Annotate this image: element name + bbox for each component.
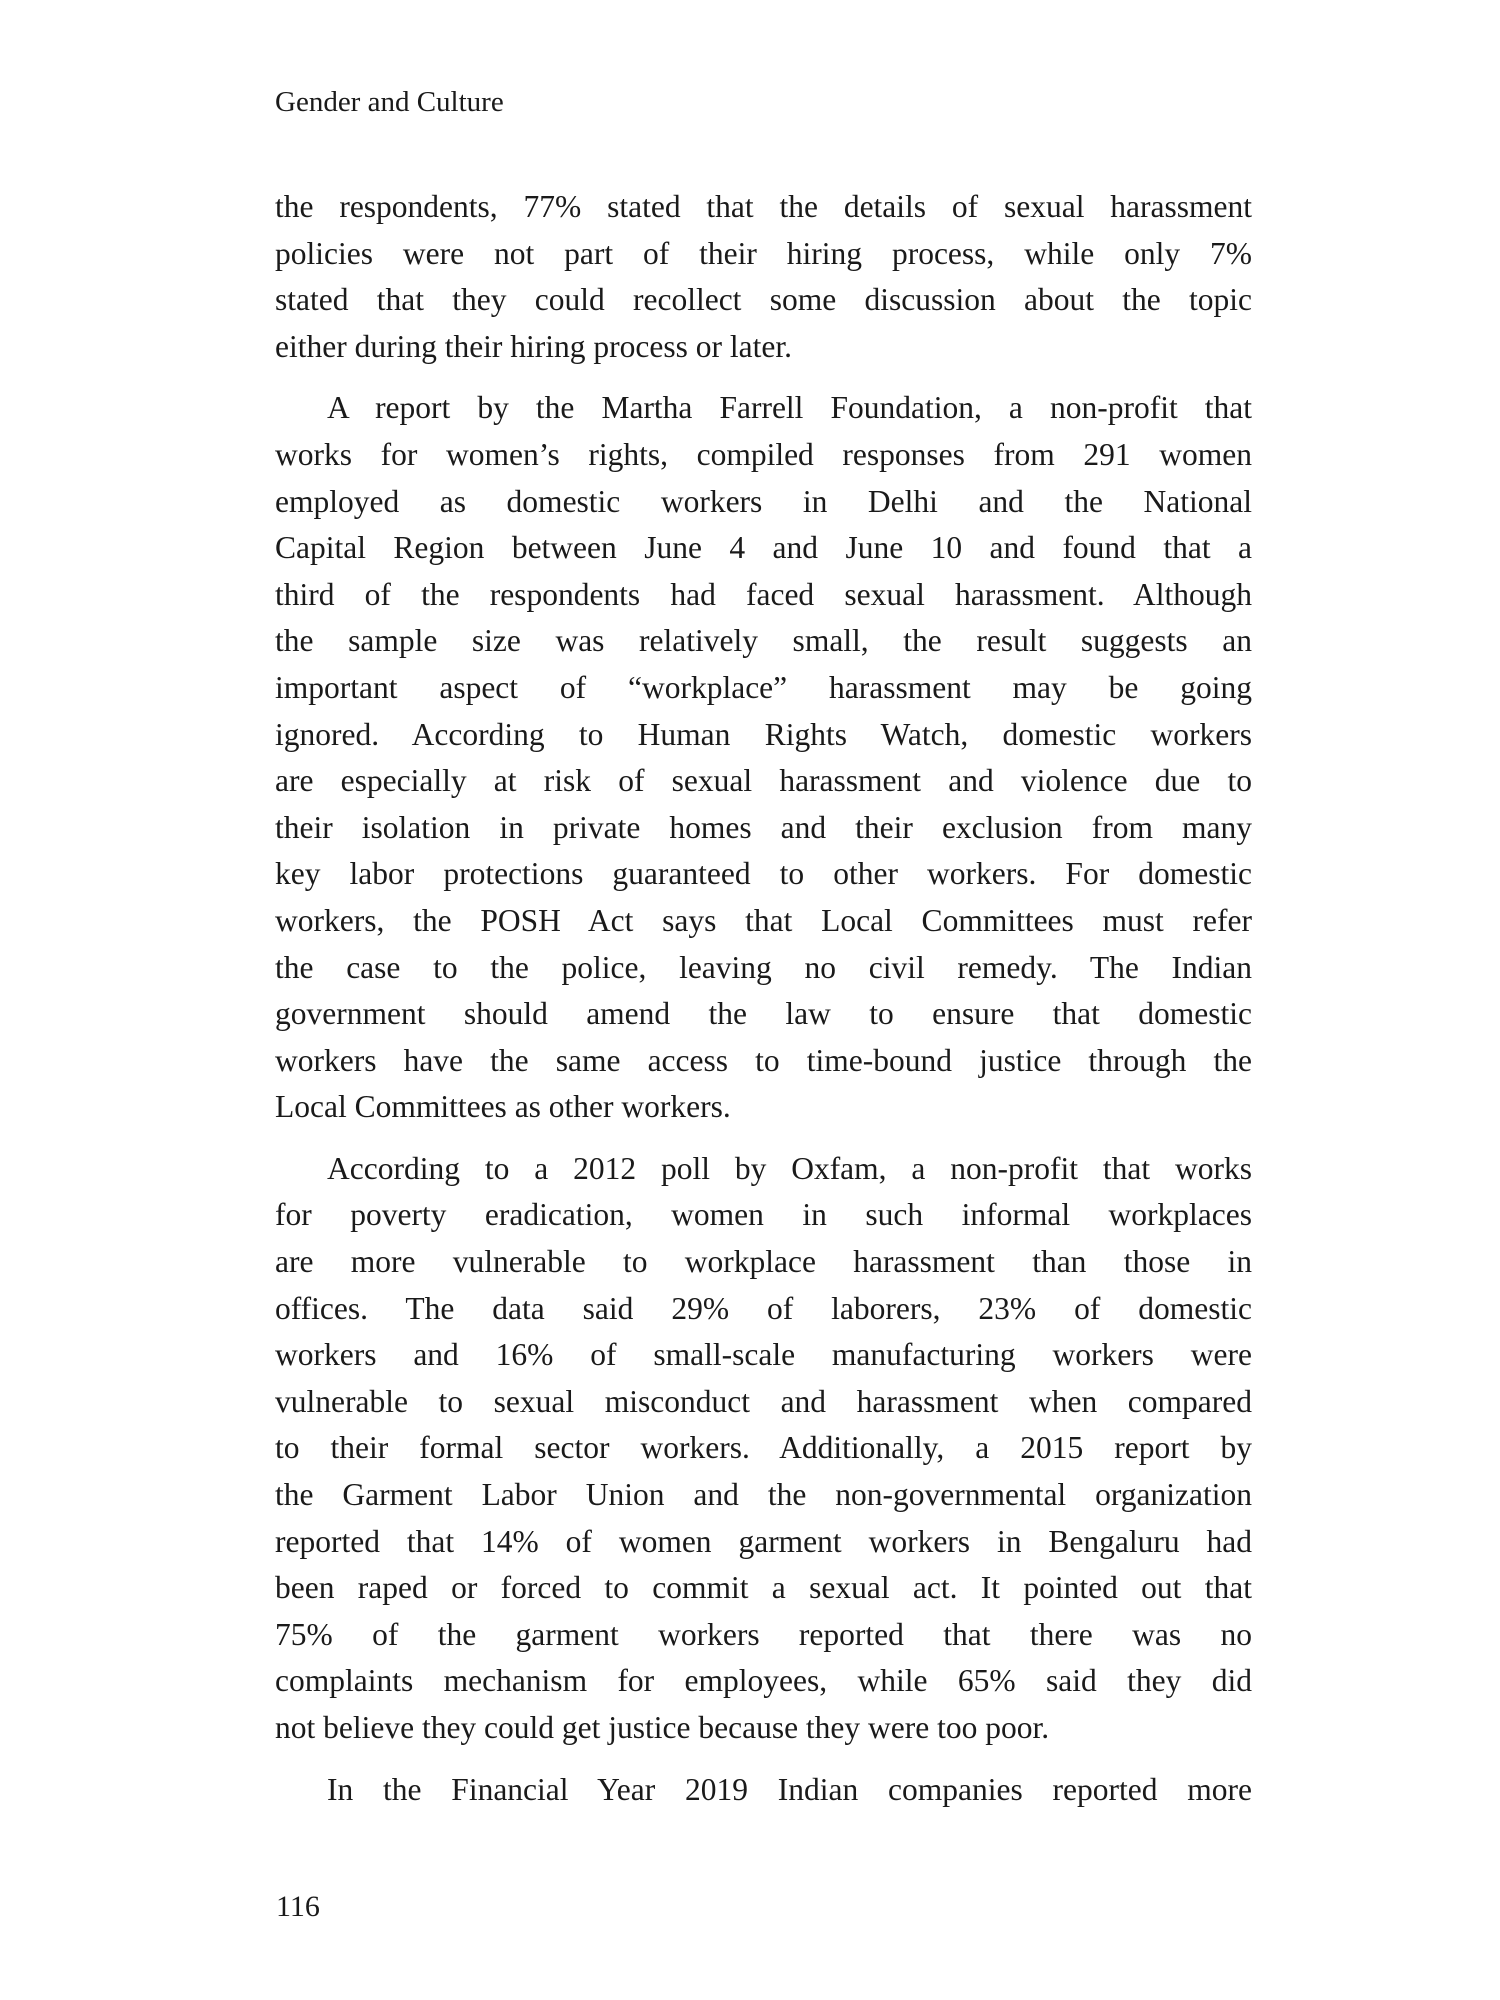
text-line: the respondents, 77% stated that the details of sexual harassment	[275, 189, 1252, 224]
paragraph	[275, 1146, 1252, 1752]
text-line: vulnerable to sexual misconduct and harassment when compared	[275, 1383, 1252, 1419]
text-line: 75% of the garment workers reported that there was no	[275, 1616, 1252, 1652]
text-line: stated that they could recollect some discussion about the topic	[275, 282, 1252, 318]
text-line: their isolation in private homes and their exclusion from many	[275, 809, 1252, 845]
text-line: either during their hiring process or later.	[275, 328, 792, 364]
text-line: complaints mechanism for employees, while 65% said they did	[275, 1663, 1252, 1699]
running-head: Gender and Culture	[275, 86, 504, 118]
text-line: According to a 2012 poll by Oxfam, a non-profit that works	[327, 1150, 1252, 1186]
text-line: third of the respondents had faced sexual harassment. Although	[275, 576, 1252, 612]
text-line: the Garment Labor Union and the non-governmental organization	[275, 1477, 1252, 1513]
text-line: government should amend the law to ensure that domestic	[275, 996, 1252, 1032]
text-line: A report by the Martha Farrell Foundation, a non-profit that	[327, 390, 1252, 426]
text-line: to their formal sector workers. Additionally, a 2015 report by	[275, 1430, 1252, 1466]
paragraph	[275, 385, 1252, 1131]
text-line: Capital Region between June 4 and June 10 and found that a	[275, 530, 1252, 566]
text-line: not believe they could get justice because they were too poor.	[275, 1710, 1050, 1745]
text-line: the case to the police, leaving no civil remedy. The Indian	[275, 949, 1252, 985]
text-line: key labor protections guaranteed to other workers. For domestic	[275, 856, 1252, 892]
text-line: workers, the POSH Act says that Local Committees must refer	[275, 902, 1252, 938]
text-line: been raped or forced to commit a sexual act. It pointed out that	[275, 1570, 1252, 1606]
text-line: workers and 16% of small-scale manufacturing workers were	[275, 1337, 1252, 1373]
text-line: for poverty eradication, women in such informal workplaces	[275, 1197, 1252, 1233]
text-line: reported that 14% of women garment workers in Bengaluru had	[275, 1523, 1252, 1559]
page-number: 116	[276, 1890, 320, 1923]
text-line: important aspect of “workplace” harassment may be going	[275, 669, 1252, 705]
text-line: policies were not part of their hiring process, while only 7%	[275, 235, 1252, 271]
text-line: employed as domestic workers in Delhi and the National	[275, 483, 1252, 519]
paragraph	[275, 184, 1252, 370]
text-line: Local Committees as other workers.	[275, 1089, 731, 1125]
body-text	[275, 184, 1252, 1828]
text-line: are more vulnerable to workplace harassment than those in	[275, 1244, 1252, 1280]
text-line: the sample size was relatively small, the result suggests an	[275, 623, 1252, 659]
paragraph	[275, 1767, 1252, 1814]
text-line: offices. The data said 29% of laborers, 23% of domestic	[275, 1290, 1252, 1326]
text-line: In the Financial Year 2019 Indian companies reported more	[327, 1771, 1252, 1807]
text-line: workers have the same access to time-bound justice through the	[275, 1042, 1252, 1078]
text-line: ignored. According to Human Rights Watch, domestic workers	[275, 716, 1252, 752]
text-line: are especially at risk of sexual harassment and violence due to	[275, 763, 1252, 799]
text-line: works for women’s rights, compiled responses from 291 women	[275, 436, 1252, 472]
